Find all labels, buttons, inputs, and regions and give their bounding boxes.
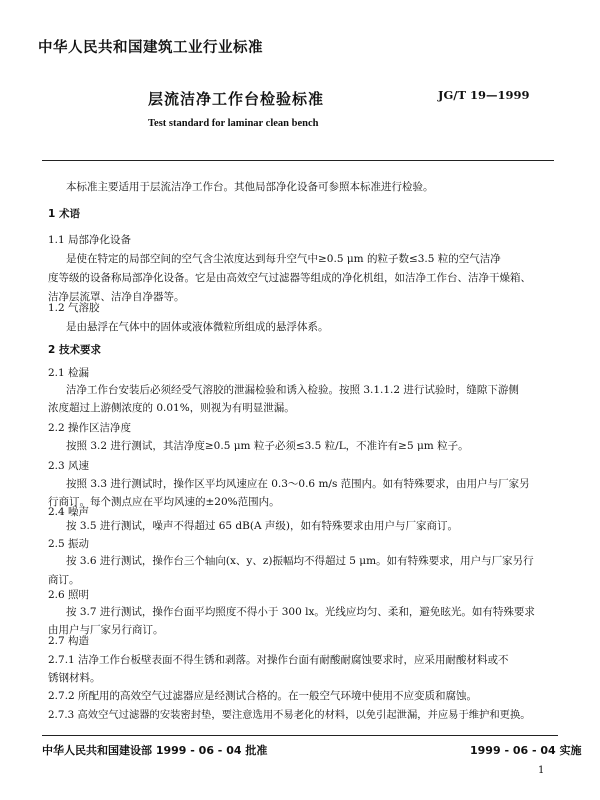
section-2-3-line-2: 行商订。每个测点应在平均风速的±20%范围内。 <box>48 496 280 508</box>
section-1-1-line-1: 是使在特定的局部空间的空气含尘浓度达到每升空气中≥0.5 μm 的粒子数≤3.5 粒的空气洁净 <box>66 253 501 265</box>
section-2-4-heading: 2.4 噪声 <box>48 506 90 518</box>
page-title: 层流洁净工作台检验标准 <box>148 90 325 108</box>
section-2-6-heading: 2.6 照明 <box>48 589 90 601</box>
section-2-7-1-line-2: 锈钢材料。 <box>48 672 101 684</box>
section-2-heading: 2 技术要求 <box>48 344 101 356</box>
section-1-2-text: 是由悬浮在气体中的固体或液体微粒所组成的悬浮体系。 <box>66 321 329 333</box>
section-2-6-line-1: 按 3.7 进行测试，操作台面平均照度不得小于 300 lx。光线应均匀、柔和，避免眩光。如有特殊要求 <box>66 606 535 618</box>
section-2-7-3-text: 2.7.3 高效空气过滤器的安装密封垫，要注意选用不易老化的材料，以免引起泄漏，并应易于维护和更换。 <box>48 709 531 721</box>
section-2-1-line-1: 洁净工作台安装后必须经受气溶胶的泄漏检验和诱入检验。按照 3.1.1.2 进行试验时，缝隙下游侧 <box>66 384 519 396</box>
section-2-7-2-text: 2.7.2 所配用的高效空气过滤器应是经测试合格的。在一般空气环境中使用不应变质和腐蚀。 <box>48 690 478 702</box>
section-2-7-1-line-1: 2.7.1 洁净工作台板壁表面不得生锈和剥落。对操作台面有耐酸耐腐蚀要求时，应采用耐酸材料或不 <box>48 654 509 666</box>
approval-date: 中华人民共和国建设部 1999 - 06 - 04 批准 <box>42 744 268 757</box>
section-1-2-heading: 1.2 气溶胶 <box>48 302 100 314</box>
section-2-4-text: 按 3.5 进行测试，噪声不得超过 65 dB(A 声级)，如有特殊要求由用户与厂家商订。 <box>66 520 458 532</box>
intro-paragraph: 本标准主要适用于层流洁净工作台。其他局部净化设备可参照本标准进行检验。 <box>66 181 434 193</box>
standard-category: 中华人民共和国建筑工业行业标准 <box>38 40 263 56</box>
section-2-1-line-2: 浓度超过上游侧浓度的 0.01%，则视为有明显泄漏。 <box>48 402 295 414</box>
page-number: 1 <box>538 765 545 776</box>
english-title: Test standard for laminar clean bench <box>148 118 319 129</box>
section-1-heading: 1 术语 <box>48 208 80 220</box>
section-2-1-heading: 2.1 检漏 <box>48 367 90 379</box>
section-2-2-text: 按照 3.2 进行测试，其洁净度≥0.5 μm 粒子必须≤3.5 粒/L，不准许有≥5 μm 粒子。 <box>66 440 469 452</box>
standard-code: JG/T 19—1999 <box>438 88 530 102</box>
section-2-2-heading: 2.2 操作区洁净度 <box>48 422 132 434</box>
section-2-5-heading: 2.5 振动 <box>48 538 90 550</box>
bottom-divider <box>42 735 558 736</box>
section-1-1-heading: 1.1 局部净化设备 <box>48 234 132 246</box>
section-1-1-line-2: 度等级的设备称局部净化设备。它是由高效空气过滤器等组成的净化机组，如洁净工作台、洁净干燥箱、 <box>48 272 531 284</box>
top-divider <box>42 160 554 161</box>
section-1-1-line-3: 洁净层流罩、洁净自净器等。 <box>48 291 185 303</box>
section-2-7-heading: 2.7 构造 <box>48 635 90 647</box>
section-2-3-heading: 2.3 风速 <box>48 460 90 472</box>
section-2-5-line-1: 按 3.6 进行测试，操作台三个轴向(x、y、z)振幅均不得超过 5 μm。如有特殊要求，用户与厂家另行 <box>66 555 534 567</box>
section-2-6-line-2: 由用户与厂家另行商订。 <box>48 624 164 636</box>
section-2-3-line-1: 按照 3.3 进行测试时，操作区平均风速应在 0.3～0.6 m/s 范围内。如有特殊要求，由用户与厂家另 <box>66 478 530 490</box>
section-2-5-line-2: 商订。 <box>48 574 80 586</box>
effective-date: 1999 - 06 - 04 实施 <box>470 744 582 757</box>
